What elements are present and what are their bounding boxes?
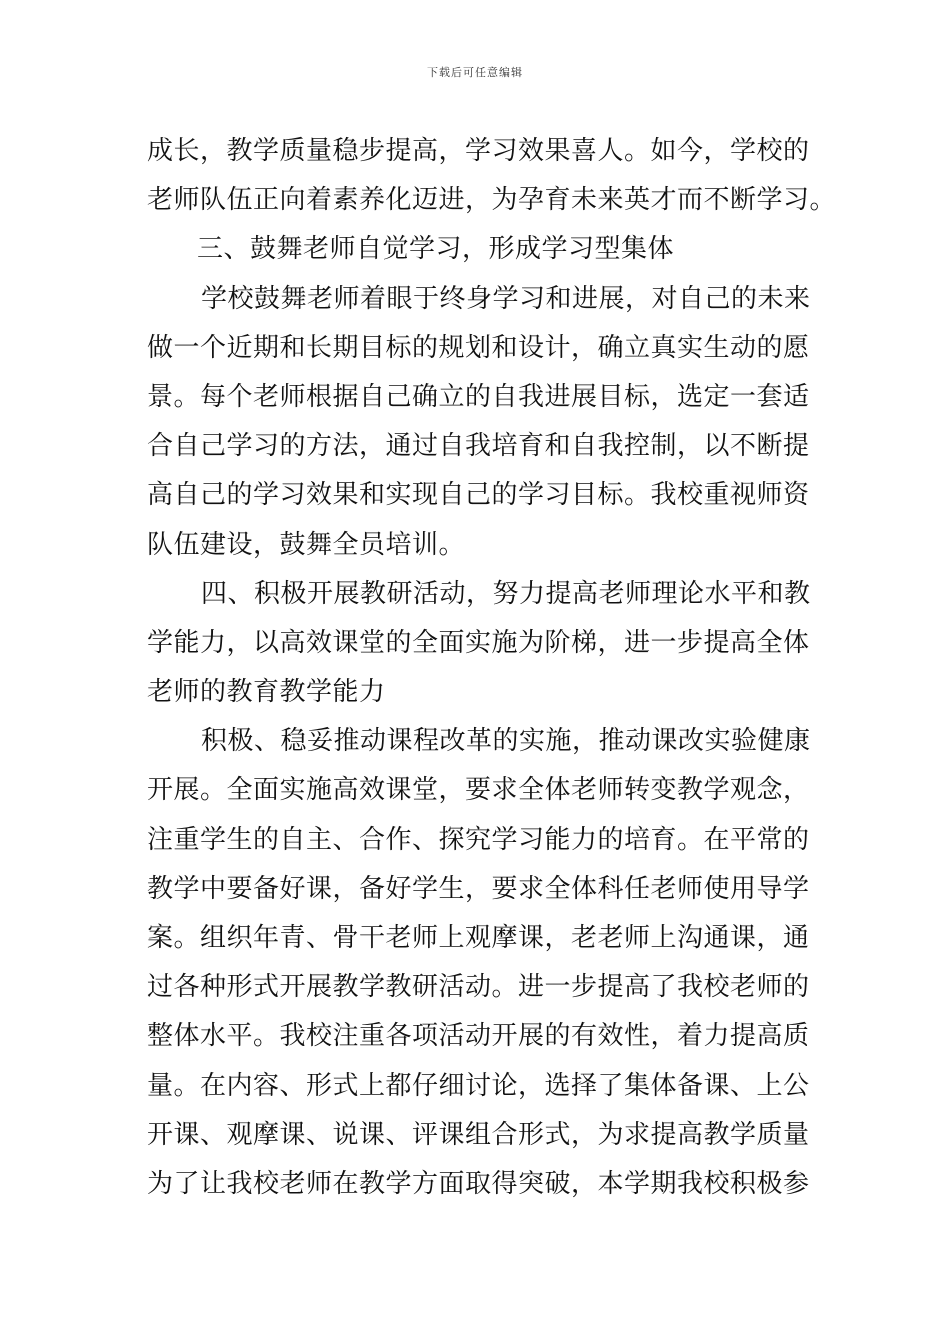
paragraph-line: 为了让我校老师在教学方面取得突破，本学期我校积极参: [147, 1168, 810, 1199]
paragraph-line: 景。每个老师根据自己确立的自我进展目标，选定一套适: [147, 381, 810, 412]
section-heading-4: 四、积极开展教研活动，努力提高老师理论水平和教: [201, 578, 811, 609]
paragraph-line: 注重学生的自主、合作、探究学习能力的培育。在平常的: [147, 824, 810, 855]
paragraph-line: 积极、稳妥推动课程改革的实施，推动课改实验健康: [201, 726, 811, 757]
paragraph-line: 开展。全面实施高效课堂，要求全体老师转变教学观念，: [147, 775, 810, 806]
paragraph-line: 量。在内容、形式上都仔细讨论，选择了集体备课、上公: [147, 1070, 810, 1101]
paragraph-line: 案。组织年青、骨干老师上观摩课，老老师上沟通课，通: [147, 923, 810, 953]
paragraph-line: 高自己的学习效果和实现自己的学习目标。我校重视师资: [147, 480, 810, 511]
paragraph-line: 做一个近期和长期目标的规划和设计，确立真实生动的愿: [147, 332, 810, 363]
paragraph-line: 整体水平。我校注重各项活动开展的有效性，着力提高质: [147, 1021, 810, 1052]
paragraph-line: 学校鼓舞老师着眼于终身学习和进展，对自己的未来: [201, 283, 811, 314]
paragraph-line: 老师队伍正向着素养化迈进，为孕育未来英才而不断学习。: [147, 185, 837, 216]
paragraph-line: 过各种形式开展教学教研活动。进一步提高了我校老师的: [147, 972, 810, 1003]
section-heading-3: 三、鼓舞老师自觉学习，形成学习型集体: [197, 234, 675, 265]
paragraph-line: 队伍建设，鼓舞全员培训。: [147, 529, 466, 560]
paragraph-line: 合自己学习的方法，通过自我培育和自我控制，以不断提: [147, 431, 810, 462]
paragraph-line: 成长，教学质量稳步提高，学习效果喜人。如今，学校的: [147, 136, 810, 166]
page-header-note: 下载后可任意编辑: [427, 66, 523, 79]
section-heading-4-cont: 老师的教育教学能力: [147, 677, 386, 708]
section-heading-4-cont: 学能力，以高效课堂的全面实施为阶梯，进一步提高全体: [147, 627, 810, 658]
document-body: [147, 127, 837, 1209]
paragraph-line: 教学中要备好课，备好学生，要求全体科任老师使用导学: [147, 873, 810, 904]
paragraph-line: 开课、观摩课、说课、评课组合形式，为求提高教学质量: [147, 1119, 810, 1150]
